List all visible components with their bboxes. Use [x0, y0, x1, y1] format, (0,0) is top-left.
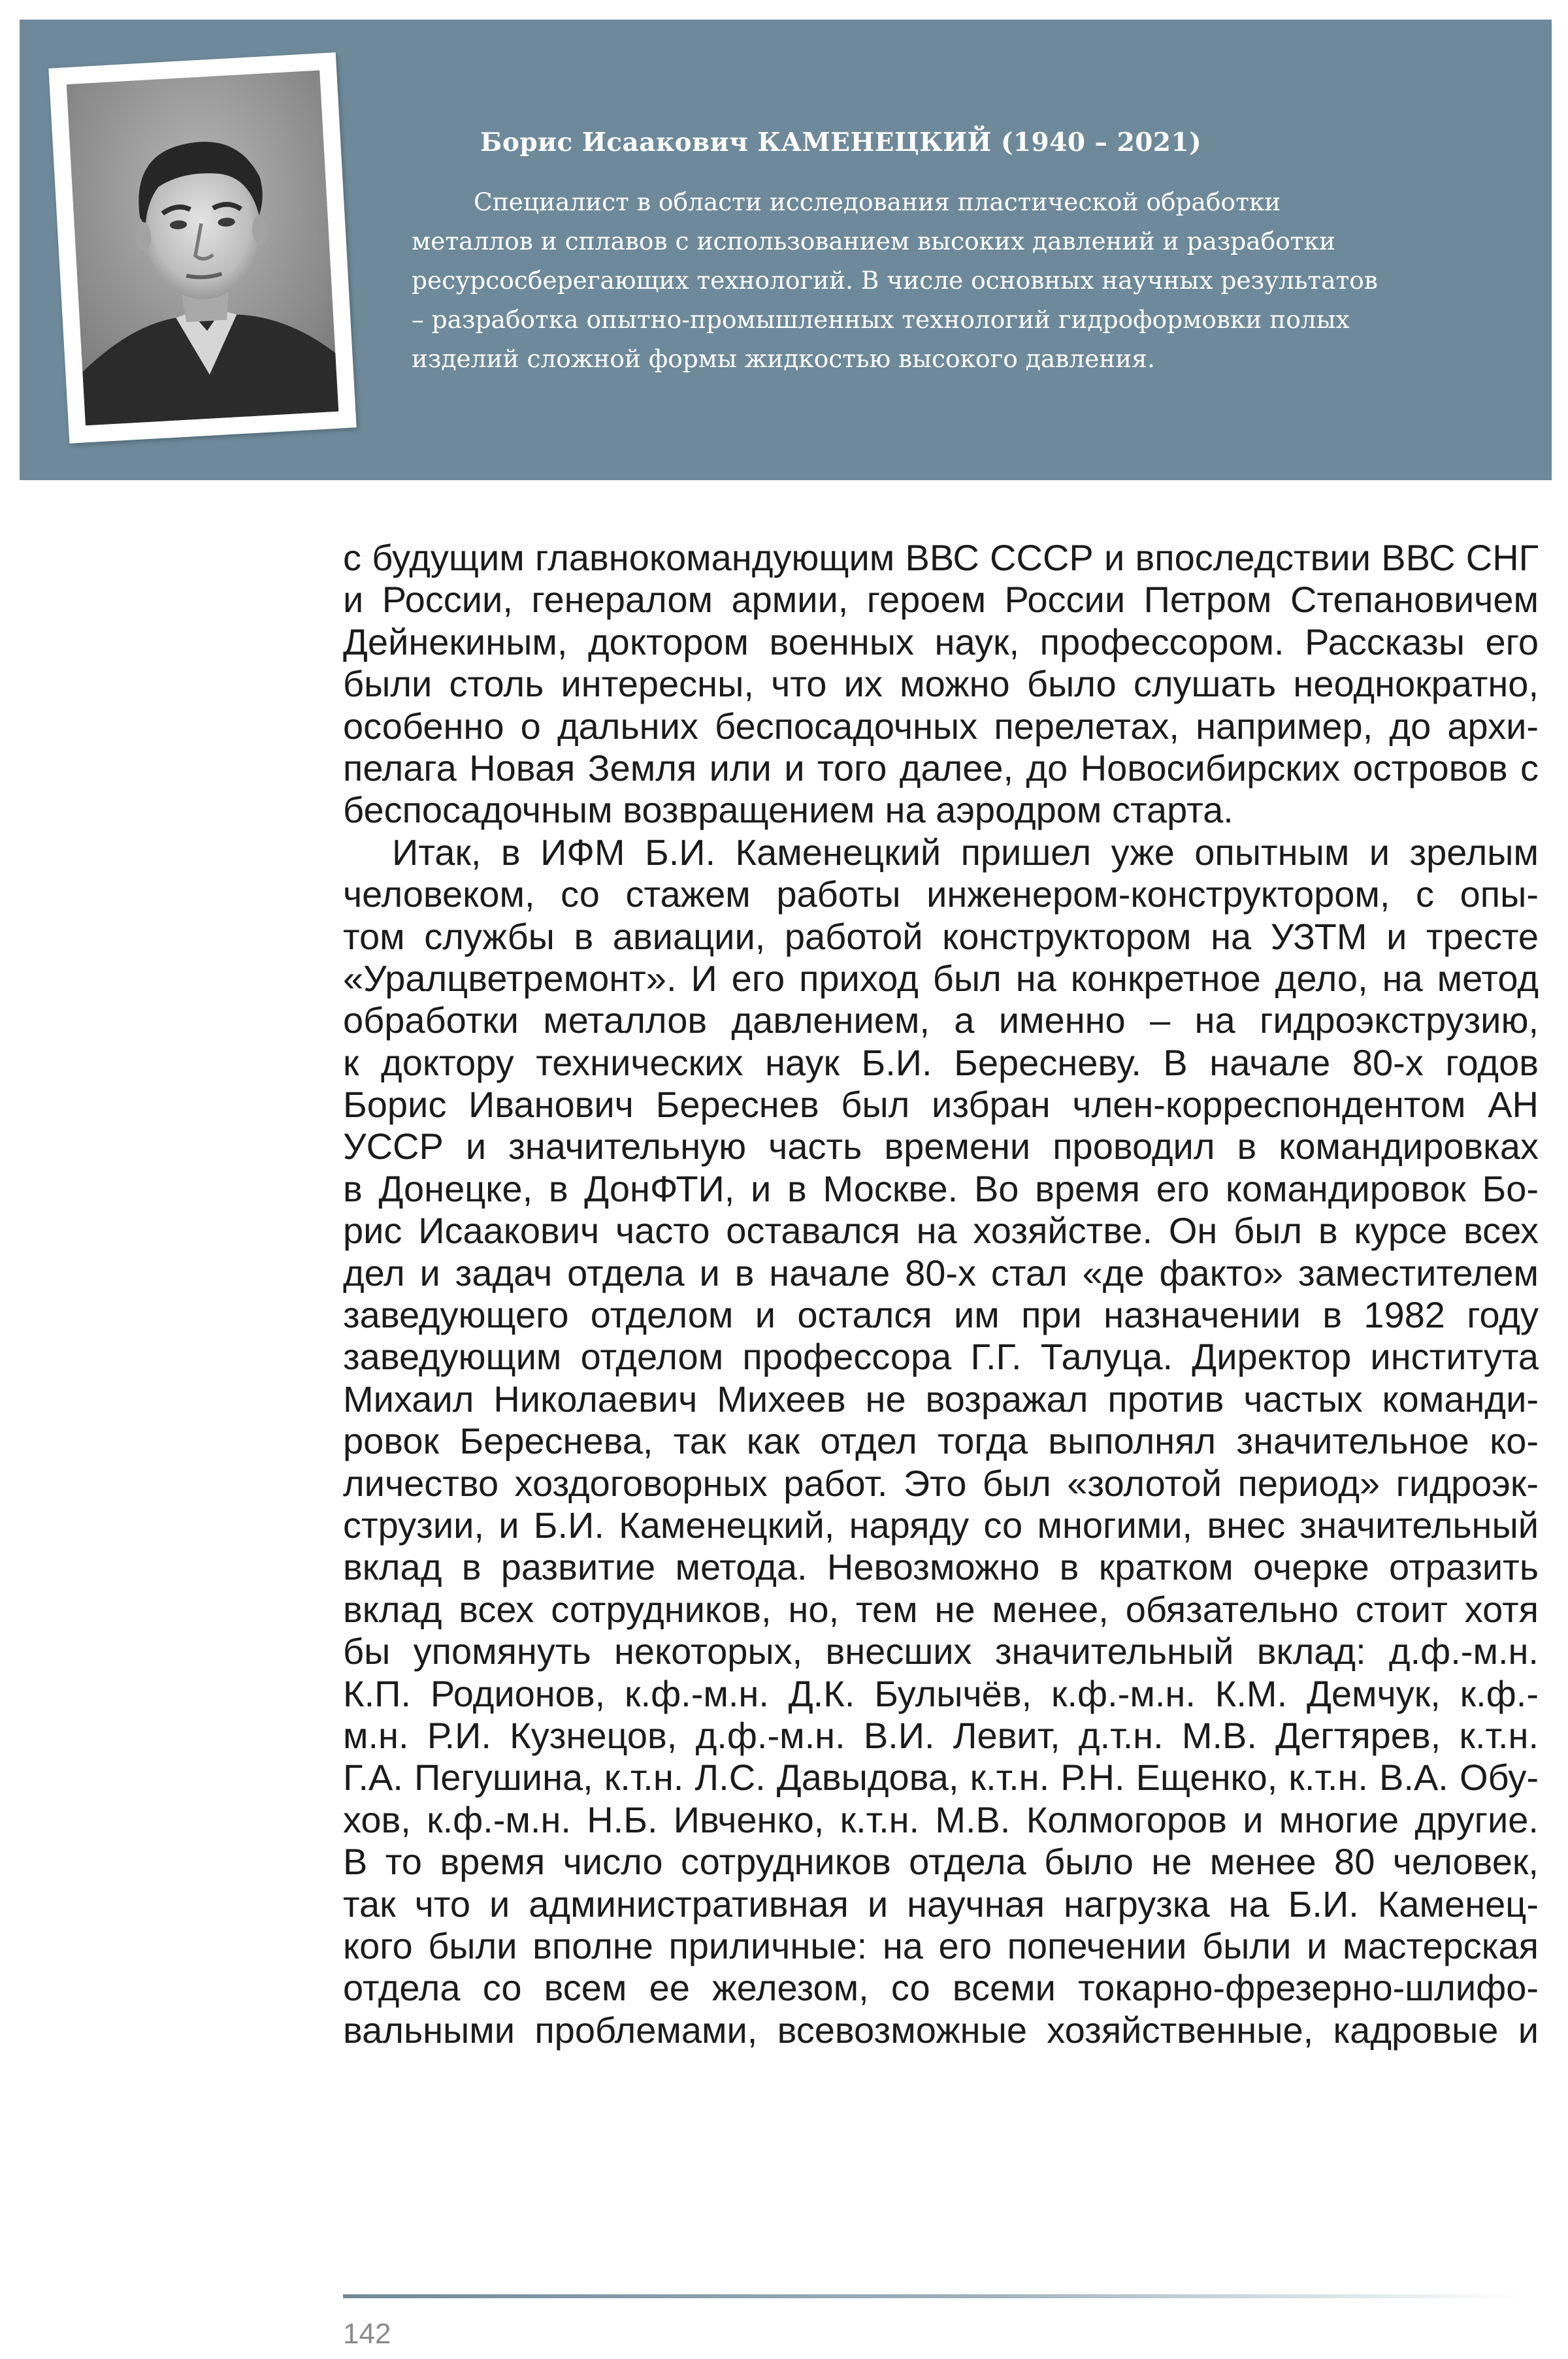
- body-line: вклад всех сотрудников, но, тем не менее, обязательно стоит хотя: [343, 1588, 1539, 1630]
- body-line: с будущим главнокомандующим ВВС СССР и впоследствии ВВС СНГ: [343, 537, 1539, 578]
- body-line: беспосадочным возвращением на аэродром старта.: [343, 789, 1233, 831]
- body-line: заведующего отделом и остался им при назначении в 1982 году: [343, 1294, 1539, 1336]
- body-line: особенно о дальних беспосадочных перелетах, например, до архи-: [343, 705, 1539, 747]
- body-line: ровок Береснева, так как отдел тогда выполнял значительное ко-: [343, 1420, 1539, 1462]
- body-line: дел и задач отдела и в начале 80-х стал «де факто» заместителем: [343, 1252, 1539, 1293]
- body-line: в Донецке, в ДонФТИ, и в Москве. Во время его командировок Бо-: [343, 1167, 1539, 1209]
- biography-line: изделий сложной формы жидкостью высокого давления.: [412, 344, 1155, 373]
- body-line: вклад в развитие метода. Невозможно в кратком очерке отразить: [343, 1546, 1539, 1588]
- body-line: бы упомянуть некоторых, внесших значительный вклад: д.ф.-м.н.: [343, 1631, 1539, 1672]
- body-line: так что и административная и научная нагрузка на Б.И. Каменец-: [343, 1883, 1539, 1925]
- body-line: кого были вполне приличные: на его попечении были и мастерская: [343, 1925, 1539, 1966]
- biography-line: металлов и сплавов с использованием высоких давлений и разработки: [412, 227, 1335, 255]
- body-line: рис Исаакович часто оставался на хозяйстве. Он был в курсе всех: [343, 1210, 1539, 1252]
- body-line: струзии, и Б.И. Каменецкий, наряду со многими, внес значительный: [343, 1504, 1539, 1546]
- body-line: заведующим отделом профессора Г.Г. Талуца. Директор института: [343, 1336, 1539, 1378]
- body-line: к доктору технических наук Б.И. Бересневу. В начале 80-х годов: [343, 1041, 1539, 1083]
- page-number: 142: [343, 2318, 391, 2350]
- body-line: Г.А. Пегушина, к.т.н. Л.С. Давыдова, к.т.н. Р.Н. Ещенко, к.т.н. В.А. Обу-: [343, 1757, 1539, 1798]
- portrait-image: [67, 71, 339, 426]
- portrait-photo-card: [48, 52, 356, 444]
- footer-divider: [343, 2294, 1526, 2298]
- body-line: том службы в авиации, работой конструктором на УЗТМ и тресте: [343, 915, 1539, 957]
- body-line: были столь интересны, что их можно было слушать неоднократно,: [343, 663, 1539, 705]
- body-line: УССР и значительную часть времени проводил в командировках: [343, 1126, 1539, 1167]
- body-line: обработки металлов давлением, а именно – на гидроэкструзию,: [343, 1000, 1539, 1041]
- biography-line: ресурсосберегающих технологий. В числе основных научных результатов: [412, 266, 1378, 295]
- biography-line: Специалист в области исследования пластической обработки: [474, 187, 1281, 216]
- portrait-photo: [67, 71, 339, 426]
- body-line: м.н. Р.И. Кузнецов, д.ф.-м.н. В.И. Левит, д.т.н. М.В. Дегтярев, к.т.н.: [343, 1714, 1539, 1756]
- body-line: хов, к.ф.-м.н. Н.Б. Ивченко, к.т.н. М.В. Колмогоров и многие другие.: [343, 1798, 1539, 1840]
- body-line: Дейнекиным, доктором военных наук, профессором. Рассказы его: [343, 621, 1539, 662]
- body-line: человеком, со стажем работы инженером-конструктором, с опы-: [343, 873, 1539, 915]
- body-line: вальными проблемами, всевозможные хозяйственные, кадровые и: [343, 2009, 1539, 2051]
- body-line: Итак, в ИФМ Б.И. Каменецкий пришел уже опытным и зрелым: [392, 831, 1539, 873]
- body-line: «Уралцветремонт». И его приход был на конкретное дело, на метод: [343, 957, 1539, 999]
- body-line: В то время число сотрудников отдела было не менее 80 человек,: [343, 1841, 1539, 1883]
- body-line: и России, генералом армии, героем России Петром Степановичем: [343, 579, 1539, 621]
- biography-heading: Борис Исаакович КАМЕНЕЦКИЙ (1940 – 2021): [480, 127, 1202, 157]
- body-line: отдела со всем ее железом, со всеми токарно-фрезерно-шлифо-: [343, 1967, 1539, 2009]
- biography-line: – разработка опытно-промышленных технологий гидроформовки полых: [412, 305, 1350, 334]
- body-line: пелага Новая Земля или и того далее, до Новосибирских островов с: [343, 747, 1539, 789]
- body-line: Борис Иванович Береснев был избран член-корреспондентом АН: [343, 1084, 1539, 1126]
- body-line: К.П. Родионов, к.ф.-м.н. Д.К. Булычёв, к.ф.-м.н. К.М. Демчук, к.ф.-: [343, 1672, 1539, 1714]
- body-line: Михаил Николаевич Михеев не возражал против частых команди-: [343, 1378, 1539, 1420]
- body-line: личество хоздоговорных работ. Это был «золотой период» гидроэк-: [343, 1462, 1539, 1504]
- article-body: [343, 537, 1539, 2051]
